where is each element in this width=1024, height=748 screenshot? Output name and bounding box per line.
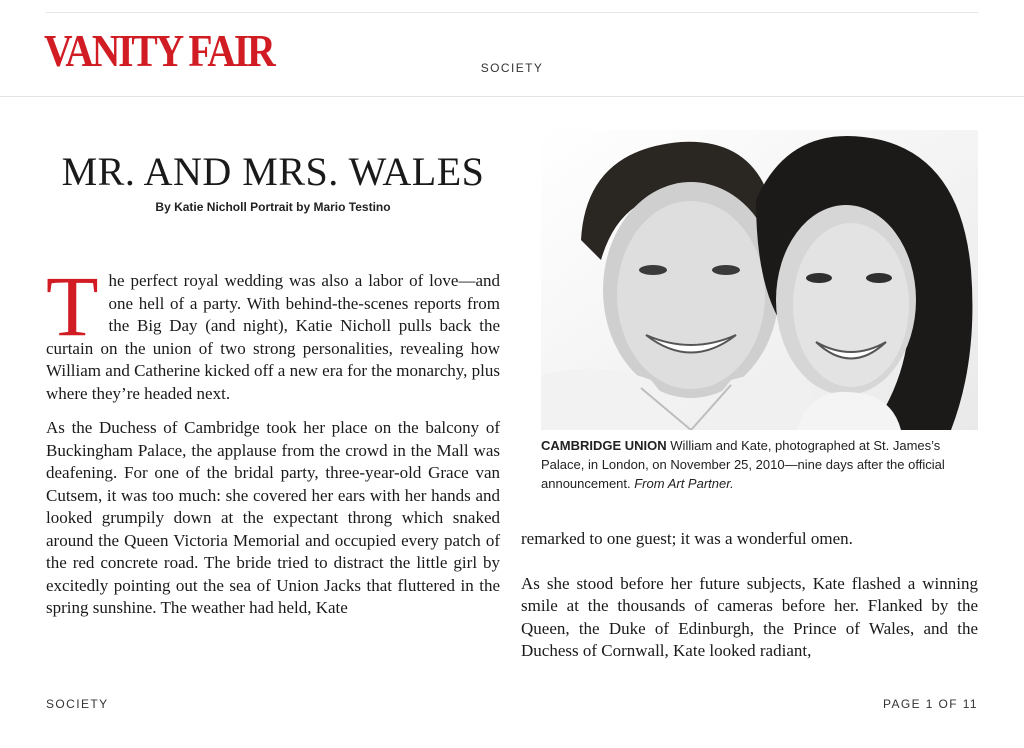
- portrait-photo-image: [541, 130, 978, 430]
- photo-caption: [541, 436, 978, 493]
- article-headline: MR. AND MRS. WALES: [61, 149, 485, 194]
- footer-section-label[interactable]: SOCIETY: [46, 697, 109, 711]
- article-column-left: [46, 258, 500, 620]
- article-body-paragraph-2: As she stood before her future subjects, Kate flashed a winning smile at the thousands of cameras before her. Flanked by the Queen, the Duke of Edinburgh, the Prince of Wales, and the Duchess of Cornwall, Kate looked radiant,: [521, 573, 978, 660]
- section-label[interactable]: SOCIETY: [480, 61, 544, 75]
- article-body-continuation: remarked to one guest; it was a wonderful omen.: [521, 529, 853, 548]
- caption-text: William and Kate, photographed at St. James’s Palace, in London, on November 25, 2010—nine days after the official announcement.: [541, 438, 945, 491]
- vanity-fair-logo[interactable]: VANITY FAIR: [44, 25, 274, 76]
- masthead: [0, 0, 1024, 97]
- article-byline: By Katie Nicholl Portrait by Mario Testino: [155, 200, 391, 214]
- lead-text: he perfect royal wedding was also a labor of love—and one hell of a party. With behind-the-scenes reports from the Big Day (and night), Katie Nicholl pulls back the curtain on the union of two strong personalities, revealing how William and Catherine kicked off a new era for the monarchy, plus where they’re headed next.: [46, 271, 500, 403]
- article-column-right: [521, 528, 978, 663]
- page-indicator: PAGE 1 OF 11: [882, 697, 978, 711]
- caption-credit: From Art Partner.: [634, 476, 734, 491]
- portrait-photo[interactable]: [541, 130, 978, 430]
- article-body-paragraph: As the Duchess of Cambridge took her place on the balcony of Buckingham Palace, the applause from the crowd in the Mall was deafening. For one of the bridal party, three-year-old Grace van Cutsem, it was too much: she covered her ears with her hands and looked grumpily down at the expectant throng which snaked around the Queen Victoria Memorial and occupied every patch of the red concrete road. The bride tried to distract the little girl by excitedly pointing out the sea of Union Jacks that fluttered in the spring sunshine. The weather had held, Kate: [46, 418, 500, 617]
- article-lead-paragraph: [46, 258, 500, 405]
- caption-title: CAMBRIDGE UNION: [541, 438, 667, 453]
- drop-cap: T: [46, 258, 99, 354]
